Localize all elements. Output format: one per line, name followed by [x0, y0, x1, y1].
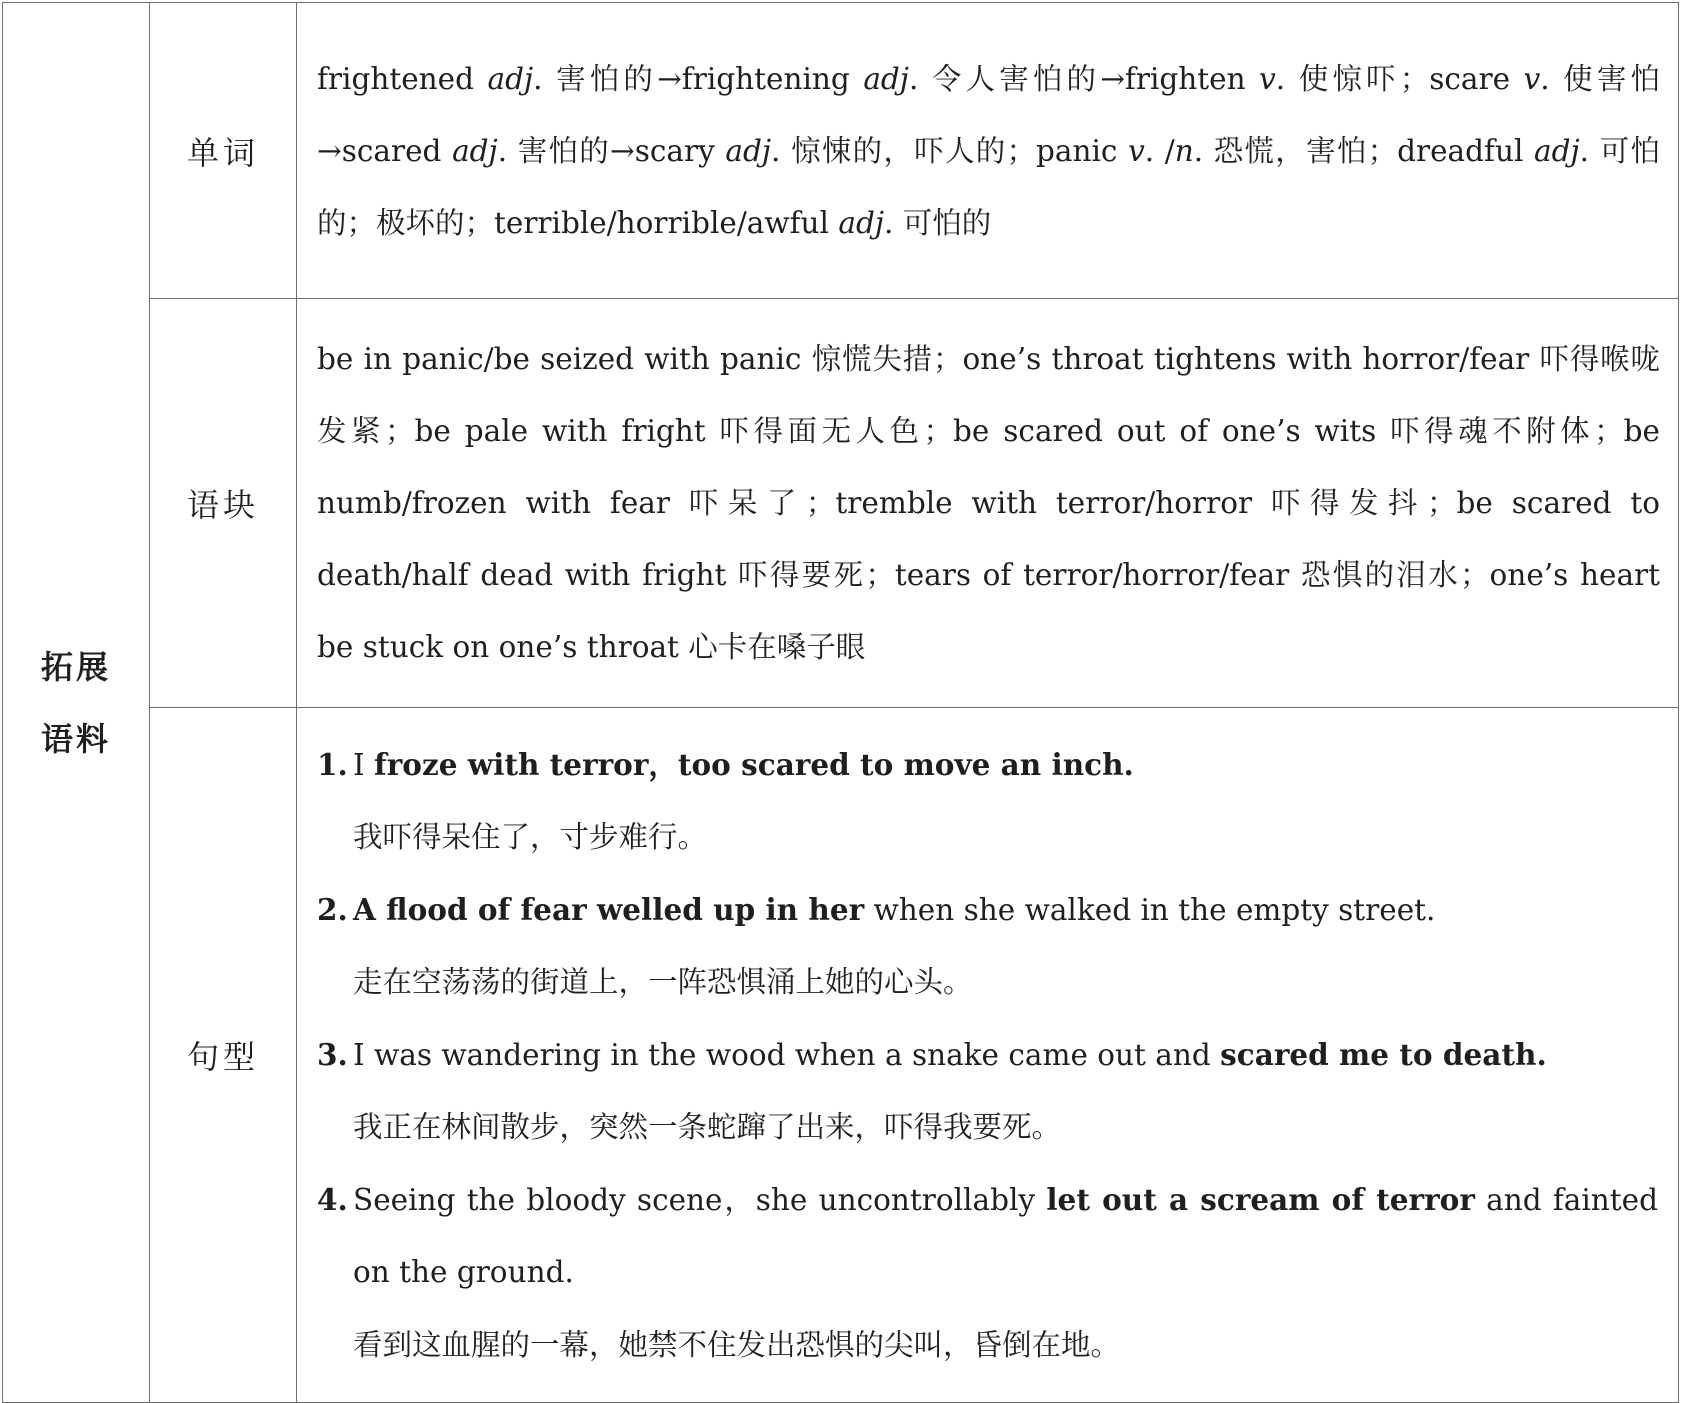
patterns-label: 句型	[186, 1038, 259, 1076]
text-segment: . 使害怕→scared	[317, 61, 1661, 168]
text-segment: . 害怕的→frightening	[533, 61, 864, 96]
pattern-english	[317, 874, 1658, 947]
pattern-english	[317, 1019, 1658, 1092]
text-segment: . 可怕的	[883, 205, 992, 240]
words-label: 单词	[186, 133, 259, 172]
text-segment: . 可怕的；极坏的；terrible/horrible/awful	[317, 133, 1660, 240]
pos-abbr: adj	[487, 61, 534, 96]
pattern-english-text	[353, 1019, 1658, 1092]
section-label-cell	[3, 3, 150, 1403]
words-row	[3, 3, 1679, 299]
pos-abbr: v	[1128, 133, 1145, 168]
pos-abbr: v	[1523, 61, 1541, 96]
pos-abbr: v	[1259, 61, 1276, 96]
bold-phrase: scared me to death.	[1220, 1036, 1547, 1072]
words-content	[297, 3, 1679, 299]
pattern-number: 1.	[317, 746, 348, 782]
pattern-item	[317, 1019, 1658, 1164]
bold-phrase: let out a scream of terror	[1046, 1181, 1475, 1217]
text-segment: . 惊悚的，吓人的；panic	[771, 133, 1129, 168]
pos-abbr: adj	[1534, 133, 1580, 168]
pattern-chinese: 我正在林间散步，突然一条蛇蹿了出来，吓得我要死。	[353, 1110, 1062, 1145]
pattern-number: 3.	[317, 1036, 348, 1072]
pattern-item	[317, 1164, 1658, 1382]
pos-abbr: adj	[452, 133, 498, 168]
pos-abbr: adj	[725, 133, 772, 168]
pattern-number: 4.	[317, 1181, 348, 1217]
patterns-list	[317, 729, 1658, 1382]
pattern-english-text	[353, 1164, 1658, 1309]
chunks-text: be in panic/be seized with panic 惊慌失措；one’s throat tightens with horror/fear 吓得喉咙发紧；be pale with fright 吓得面无人色；be scared out of one’s wits 吓得魂不附体；be numb/frozen with fear 吓呆了；tremble with terror/horror 吓得发抖；be scared to death/half dead with fright 吓得要死；tears of terror/horror/fear 恐惧的泪水；one’s heart be stuck on one’s throat 心卡在嗓子眼	[317, 342, 1660, 664]
chunks-row	[3, 299, 1679, 708]
text-segment: I was wandering in the wood when a snake came out and	[353, 1037, 1221, 1072]
pattern-chinese: 我吓得呆住了，寸步难行。	[353, 820, 708, 855]
text-segment: Seeing the bloody scene，she uncontrollably	[353, 1182, 1047, 1217]
text-segment: and fainted on the ground.	[353, 1182, 1658, 1290]
bold-phrase: froze with terror，too scared to move an inch.	[374, 746, 1134, 782]
pattern-item	[317, 729, 1658, 874]
text-segment: . 恐慌，害怕；dreadful	[1193, 133, 1535, 168]
words-label-cell	[150, 3, 297, 299]
pattern-chinese: 走在空荡荡的街道上，一阵恐惧涌上她的心头。	[353, 965, 973, 1000]
words-text	[317, 62, 1660, 240]
pattern-chinese: 看到这血腥的一幕，她禁不住发出恐惧的尖叫，昏倒在地。	[353, 1327, 1121, 1362]
chunks-label: 语块	[186, 486, 259, 524]
text-segment: I	[353, 747, 375, 782]
pattern-english-text	[353, 874, 1658, 947]
chunks-label-cell	[150, 299, 297, 708]
vocabulary-table	[2, 2, 1679, 1403]
pos-abbr: adj	[863, 61, 909, 96]
text-segment: . 令人害怕的→frighten	[908, 61, 1260, 96]
pattern-english	[317, 729, 1658, 802]
bold-phrase: A flood of fear welled up in her	[353, 891, 865, 927]
pattern-english-text	[353, 729, 1658, 802]
text-segment: when she walked in the empty street.	[864, 892, 1436, 927]
text-segment: . /	[1144, 133, 1175, 168]
text-segment: . 害怕的→scary	[497, 133, 726, 168]
patterns-content	[297, 708, 1679, 1403]
chunks-content	[297, 299, 1679, 708]
pattern-number: 2.	[317, 891, 348, 927]
pattern-english	[317, 1164, 1658, 1309]
text-segment: frightened	[317, 61, 488, 96]
patterns-label-cell	[150, 708, 297, 1403]
pattern-item	[317, 874, 1658, 1019]
text-segment: . 使惊吓；scare	[1275, 61, 1524, 96]
section-label-line2: 语料	[40, 719, 111, 758]
patterns-row	[3, 708, 1679, 1403]
section-label-line1: 拓展	[40, 647, 111, 686]
pos-abbr: n	[1174, 133, 1194, 168]
pos-abbr: adj	[838, 205, 884, 240]
